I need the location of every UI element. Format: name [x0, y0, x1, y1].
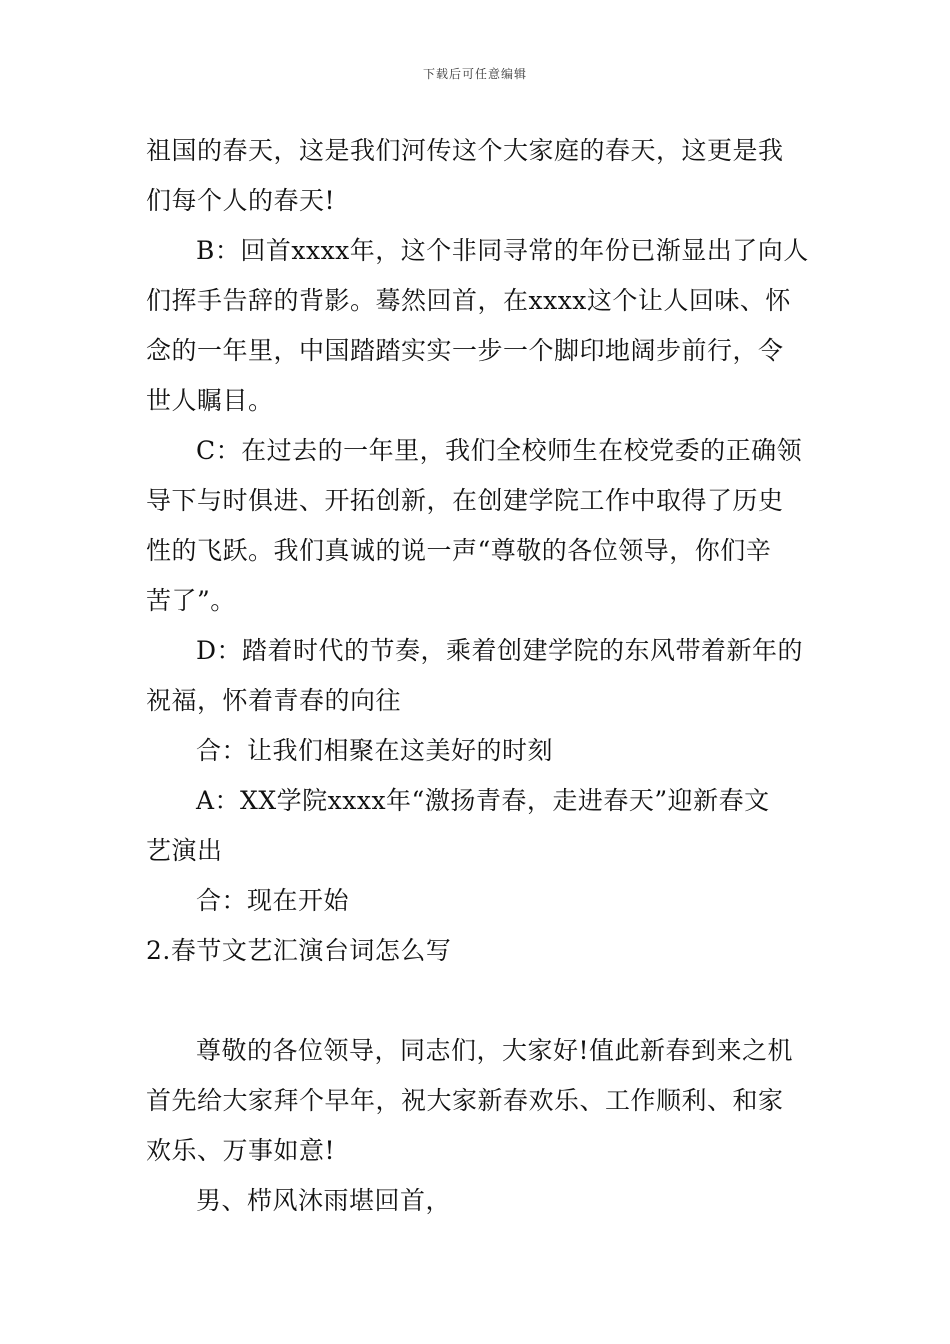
page-header: 下载后可任意编辑 — [422, 67, 527, 81]
text-line: 性的飞跃。我们真诚的说一声“尊敬的各位领导，你们辛 — [146, 536, 772, 565]
text-line: 欢乐、万事如意! — [146, 1136, 336, 1165]
text-line: 导下与时俱进、开拓创新，在创建学院工作中取得了历史 — [146, 486, 784, 515]
text-line: 艺演出 — [146, 836, 223, 865]
text-line: 合：现在开始 — [196, 886, 350, 915]
text-line: C：在过去的一年里，我们全校师生在校党委的正确领 — [196, 436, 803, 465]
text-line: 尊敬的各位领导，同志们，大家好!值此新春到来之机 — [196, 1036, 794, 1065]
text-line: A：XX学院xxxx年“激扬青春，走进春天”迎新春文 — [196, 786, 770, 815]
text-line: 世人瞩目。 — [146, 386, 274, 415]
text-line: 合：让我们相聚在这美好的时刻 — [196, 736, 554, 765]
text-line: 祝福，怀着青春的向往 — [146, 686, 402, 715]
text-line: 苦了”。 — [146, 586, 236, 615]
text-line: 首先给大家拜个早年，祝大家新春欢乐、工作顺利、和家 — [146, 1086, 784, 1115]
text-line: 们每个人的春天! — [146, 186, 336, 215]
text-line: B：回首xxxx年，这个非同寻常的年份已渐显出了向人 — [196, 236, 809, 265]
text-line: 男、栉风沐雨堪回首， — [196, 1186, 452, 1215]
text-line: 们挥手告辞的背影。蓦然回首，在xxxx这个让人回味、怀 — [146, 286, 791, 315]
text-line: 念的一年里，中国踏踏实实一步一个脚印地阔步前行，令 — [146, 336, 784, 365]
text-line: 祖国的春天，这是我们河传这个大家庭的春天，这更是我 — [146, 136, 784, 165]
text-line: D：踏着时代的节奏，乘着创建学院的东风带着新年的 — [196, 636, 804, 665]
section-heading: 2.春节文艺汇演台词怎么写 — [146, 936, 452, 965]
